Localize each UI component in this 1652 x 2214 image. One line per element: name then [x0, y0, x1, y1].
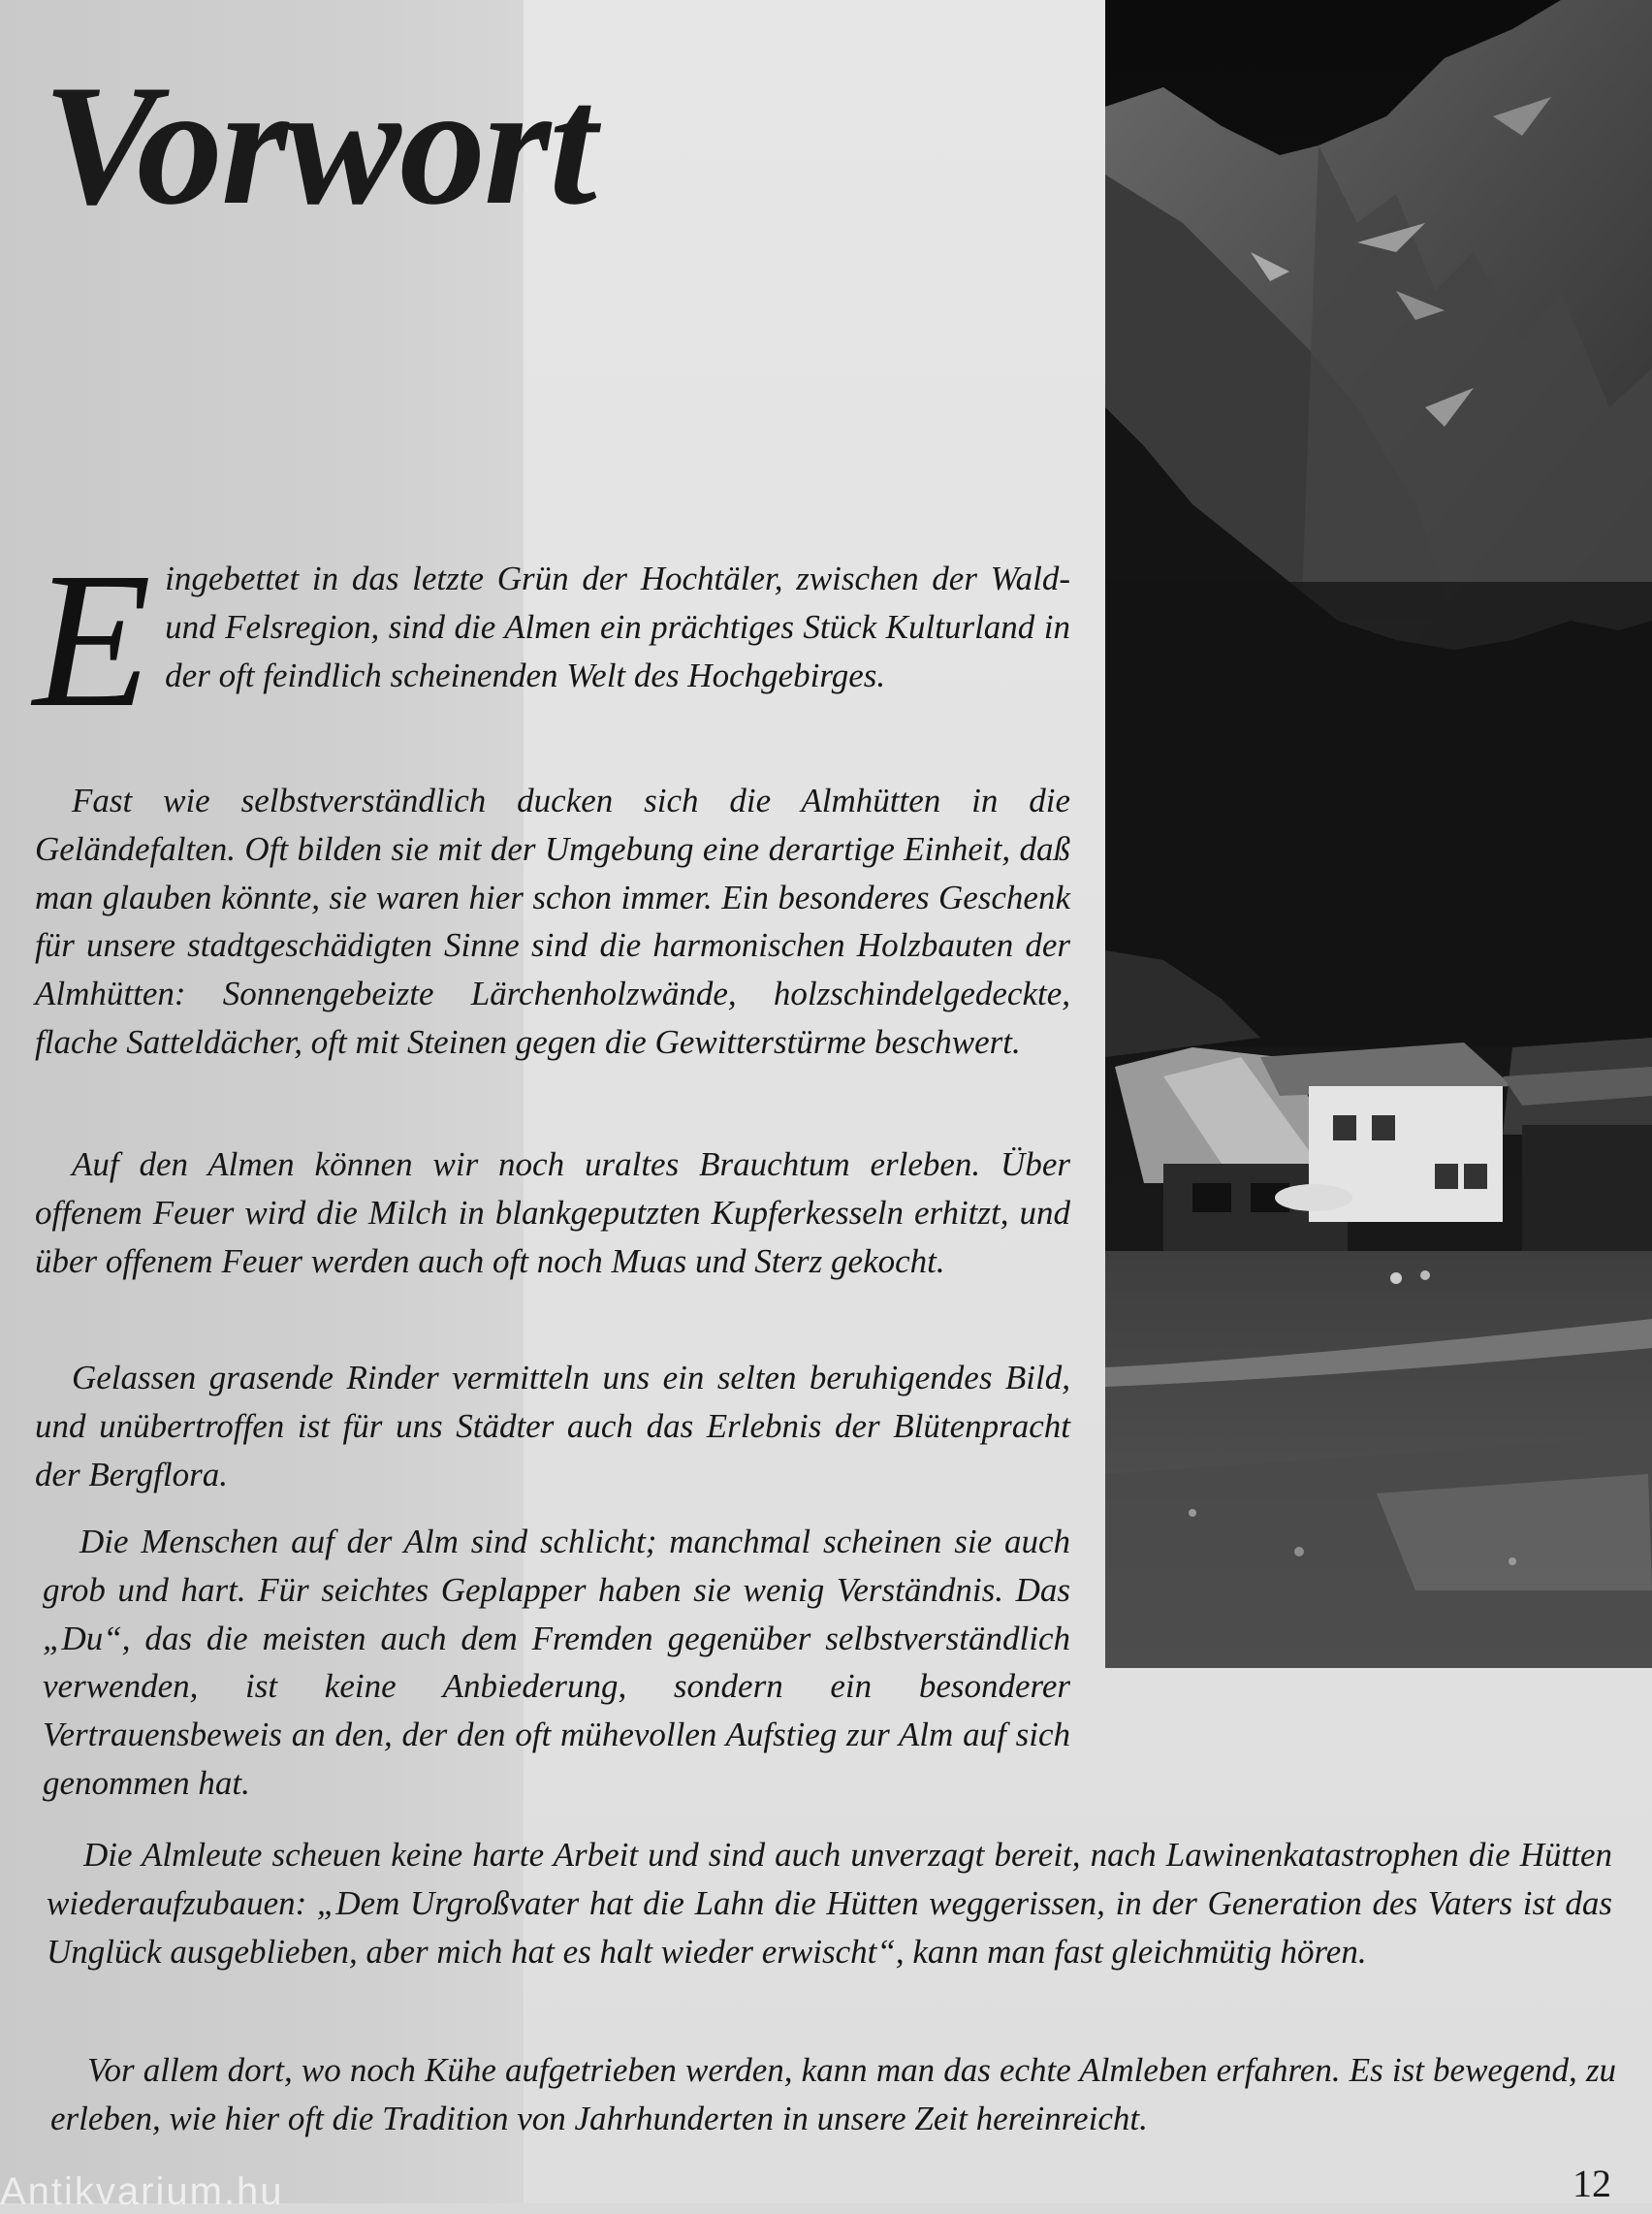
paragraph-4: Gelassen grasende Rinder vermitteln uns ein selten beruhigendes Bild, und unübertroffen ist für uns Städter auch das Erlebnis der Blütenpracht der Bergflora.: [35, 1359, 1070, 1493]
drop-cap: E: [33, 533, 152, 748]
mountain-pasture-photo: [1105, 0, 1652, 1668]
paragraph-3: Auf den Almen können wir noch uraltes Brauchtum erleben. Über offenem Feuer wird die Milch in blankgeputzten Kupferkesseln erhitzt, und über offenem Feuer werden auch oft noch Muas und Sterz gekocht.: [35, 1145, 1070, 1280]
paragraph-2: Fast wie selbstverständlich ducken sich die Almhütten in die Geländefalten. Oft bilden sie mit der Umgebung eine derartige Einheit, daß man glauben könnte, sie waren hier schon immer. Ein besonderes Geschenk für unsere stadtgeschädigten Sinne sind die harmonischen Holzbauten der Almhütten: Sonnengebeizte Lärchenholzwände, holzschindelgedeckte, flache Satteldächer, oft mit Steinen gegen die Gewitterstürme beschwert.: [35, 782, 1070, 1061]
watermark: Antikvarium.hu: [0, 2170, 284, 2213]
paragraph-1: [33, 533, 1070, 748]
paragraph-6: Die Almleute scheuen keine harte Arbeit und sind auch unverzagt bereit, nach Lawinenkatastrophen die Hütten wiederaufzubauen: „Dem Urgroßvater hat die Lahn die Hütten weggerissen, in der Generation des Vaters ist das Unglück ausgeblieben, aber mich hat es halt wieder erwischt“, kann man fast gleichmütig hören.: [47, 1836, 1612, 1971]
paragraph-1-text: ingebettet in das letzte Grün der Hochtäler, zwischen der Wald- und Felsregion, sind die Almen ein prächtiges Stück Kulturland in der oft feindlich scheinenden Welt des Hochgebirges.: [165, 560, 1070, 694]
page-number: 12: [1573, 2162, 1611, 2205]
page-title: Vorwort: [43, 48, 595, 241]
paragraph-5: Die Menschen auf der Alm sind schlicht; manchmal scheinen sie auch grob und hart. Für seichtes Geplapper haben sie wenig Verständnis. Das „Du“, das die meisten auch dem Fremden gegenüber selbstverständlich verwenden, ist keine Anbiederung, sondern ein besonderer Vertrauensbeweis an den, der den oft mühevollen Aufstieg zur Alm auf sich genommen hat.: [43, 1523, 1070, 1802]
paragraph-7: Vor allem dort, wo noch Kühe aufgetrieben werden, kann man das echte Almleben erfahren. Es ist bewegend, zu erleben, wie hier oft die Tradition von Jahrhunderten in unsere Zeit hereinreicht.: [50, 2051, 1616, 2137]
